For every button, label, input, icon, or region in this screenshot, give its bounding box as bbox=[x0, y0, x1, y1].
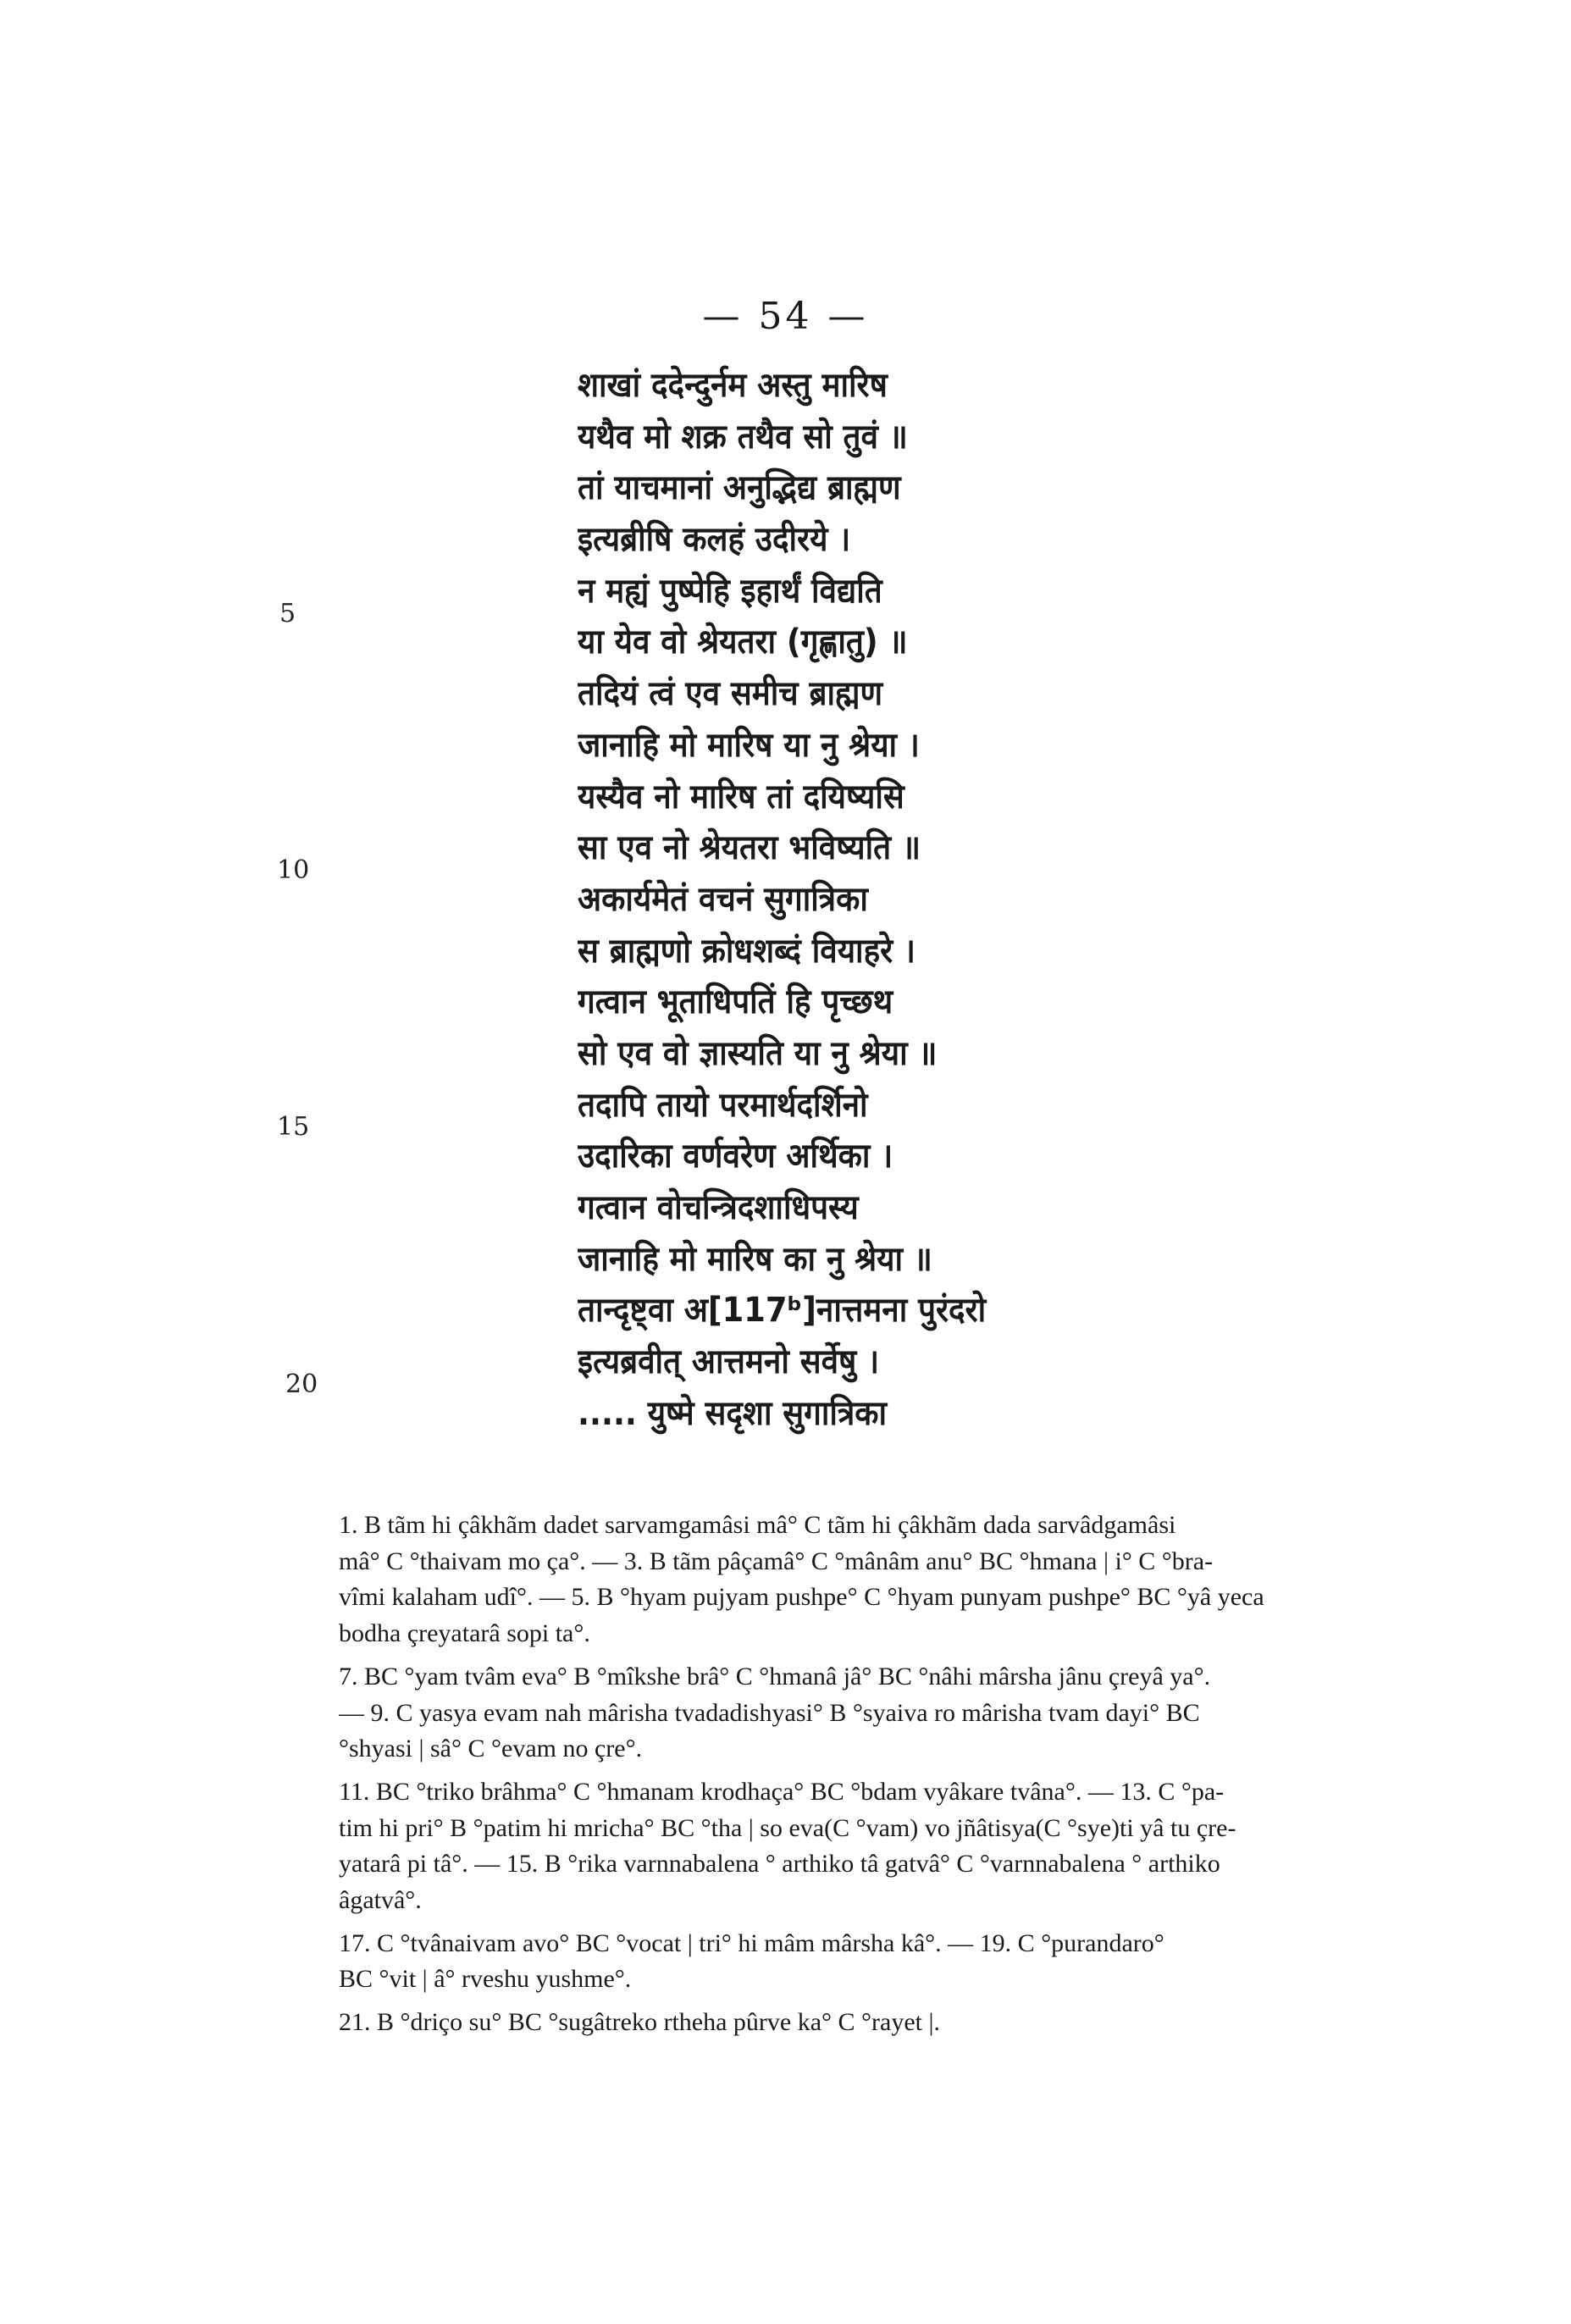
note-line: 11. BC °triko brâhma° C °hmanam krodhaça° BC °bdam vyâkare tvâna°. — 13. C °pa- bbox=[339, 1777, 1225, 1806]
verse-line: अकार्यमेतं वचनं सुगात्रिका bbox=[578, 879, 868, 919]
verse-block bbox=[578, 360, 1187, 1439]
note-paragraph bbox=[339, 1926, 1431, 1998]
note-paragraph bbox=[339, 1774, 1431, 1919]
note-line: 7. BC °yam tvâm eva° B °mîkshe brâ° C °hmanâ jâ° BC °nâhi mârsha jânu çreyâ ya°. bbox=[339, 1662, 1211, 1690]
note-line: tim hi pri° B °patim hi mricha° BC °tha | so eva(C °vam) vo jñâtisya(C °sye)ti yâ tu çre- bbox=[339, 1813, 1236, 1842]
line-number-10: 10 bbox=[277, 855, 310, 885]
verse-line: इत्यब्रीषि कलहं उदीरये । bbox=[578, 520, 851, 560]
verse-line: तदियं त्वं एव समीच ब्राह्मण bbox=[578, 674, 883, 714]
verse-line: जानाहि मो मारिष का नु श्रेया ॥ bbox=[578, 1239, 932, 1279]
verse-line: तदापि तायो परमार्थदर्शिनो bbox=[578, 1085, 868, 1125]
note-paragraph bbox=[339, 1508, 1431, 1652]
note-line: 17. C °tvânaivam avo° BC °vocat | tri° hi mâm mârsha kâ°. — 19. C °purandaro° bbox=[339, 1928, 1164, 1957]
verse-line: शाखां ददेन्दुर्नम अस्तु मारिष bbox=[578, 366, 888, 405]
note-paragraph bbox=[339, 2005, 1431, 2041]
verse-line: तां याचमानां अनुद्भिद्य ब्राह्मण bbox=[578, 468, 901, 508]
verse-line: ..... युष्मे सदृशा सुगात्रिका bbox=[578, 1393, 888, 1433]
verse-line: सा एव नो श्रेयतरा भविष्यति ॥ bbox=[578, 828, 921, 868]
note-line: yatarâ pi tâ°. — 15. B °rika varnnabalena ° arthiko tâ gatvâ° C °varnnabalena ° arthiko bbox=[339, 1850, 1220, 1879]
note-line: vîmi kalaham udî°. — 5. B °hyam pujyam pushpe° C °hyam punyam pushpe° BC °yâ yeca bbox=[339, 1583, 1264, 1612]
verse-line: तान्दृष्ट्वा अ[117ᵇ]नात्तमना पुरंदरो bbox=[578, 1291, 987, 1331]
line-number-15: 15 bbox=[277, 1112, 310, 1142]
line-number-5: 5 bbox=[279, 599, 296, 628]
verse-line: या येव वो श्रेयतरा (गृह्णातु) ॥ bbox=[578, 622, 908, 662]
note-line: 1. B tãm hi çâkhãm dadet sarvamgamâsi mâ° C tãm hi çâkhãm dada sarvâdgamâsi bbox=[339, 1511, 1176, 1539]
note-line: BC °vit | â° rveshu yushme°. bbox=[339, 1965, 632, 1994]
verse-line: सो एव वो ज्ञास्यति या नु श्रेया ॥ bbox=[578, 1033, 938, 1073]
verse-line: न मह्यं पुष्पेहि इहार्थं विद्यति bbox=[578, 571, 882, 611]
note-line: 21. B °driço su° BC °sugâtreko rtheha pûrve ka° C °rayet |. bbox=[339, 2008, 941, 2037]
critical-apparatus bbox=[339, 1508, 1431, 2048]
line-number-20: 20 bbox=[285, 1370, 318, 1399]
verse-line: जानाहि मो मारिष या नु श्रेया । bbox=[578, 725, 920, 765]
note-line: bodha çreyatarâ sopi ta°. bbox=[339, 1619, 590, 1648]
note-line: âgatvâ°. bbox=[339, 1886, 422, 1915]
verse-line: गत्वान भूताधिपतिं हि पृच्छथ bbox=[578, 982, 893, 1022]
note-line: mâ° C °thaivam mo ça°. — 3. B tãm pâçamâ° C °mânâm anu° BC °hmana | i° C °bra- bbox=[339, 1547, 1214, 1575]
verse-line: इत्यब्रवीत् आत्तमनो सर्वेषु । bbox=[578, 1342, 880, 1382]
verse-line: गत्वान वोचन्त्रिदशाधिपस्य bbox=[578, 1188, 859, 1227]
note-line: — 9. C yasya evam nah mârisha tvadadishyasi° B °syaiva ro mârisha tvam dayi° BC bbox=[339, 1698, 1200, 1727]
verse-line: यथैव मो शक्र तथैव सो तुवं ॥ bbox=[578, 417, 908, 456]
verse-line: यस्यैव नो मारिष तां दयिष्यसि bbox=[578, 777, 904, 816]
page-number: — 54 — bbox=[702, 295, 869, 338]
verse-line: स ब्राह्मणो क्रोधशब्दं वियाहरे । bbox=[578, 931, 915, 971]
note-paragraph bbox=[339, 1659, 1431, 1768]
note-line: °shyasi | sâ° C °evam no çre°. bbox=[339, 1735, 643, 1763]
verse-line: उदारिका वर्णवरेण अर्थिका । bbox=[578, 1137, 893, 1176]
